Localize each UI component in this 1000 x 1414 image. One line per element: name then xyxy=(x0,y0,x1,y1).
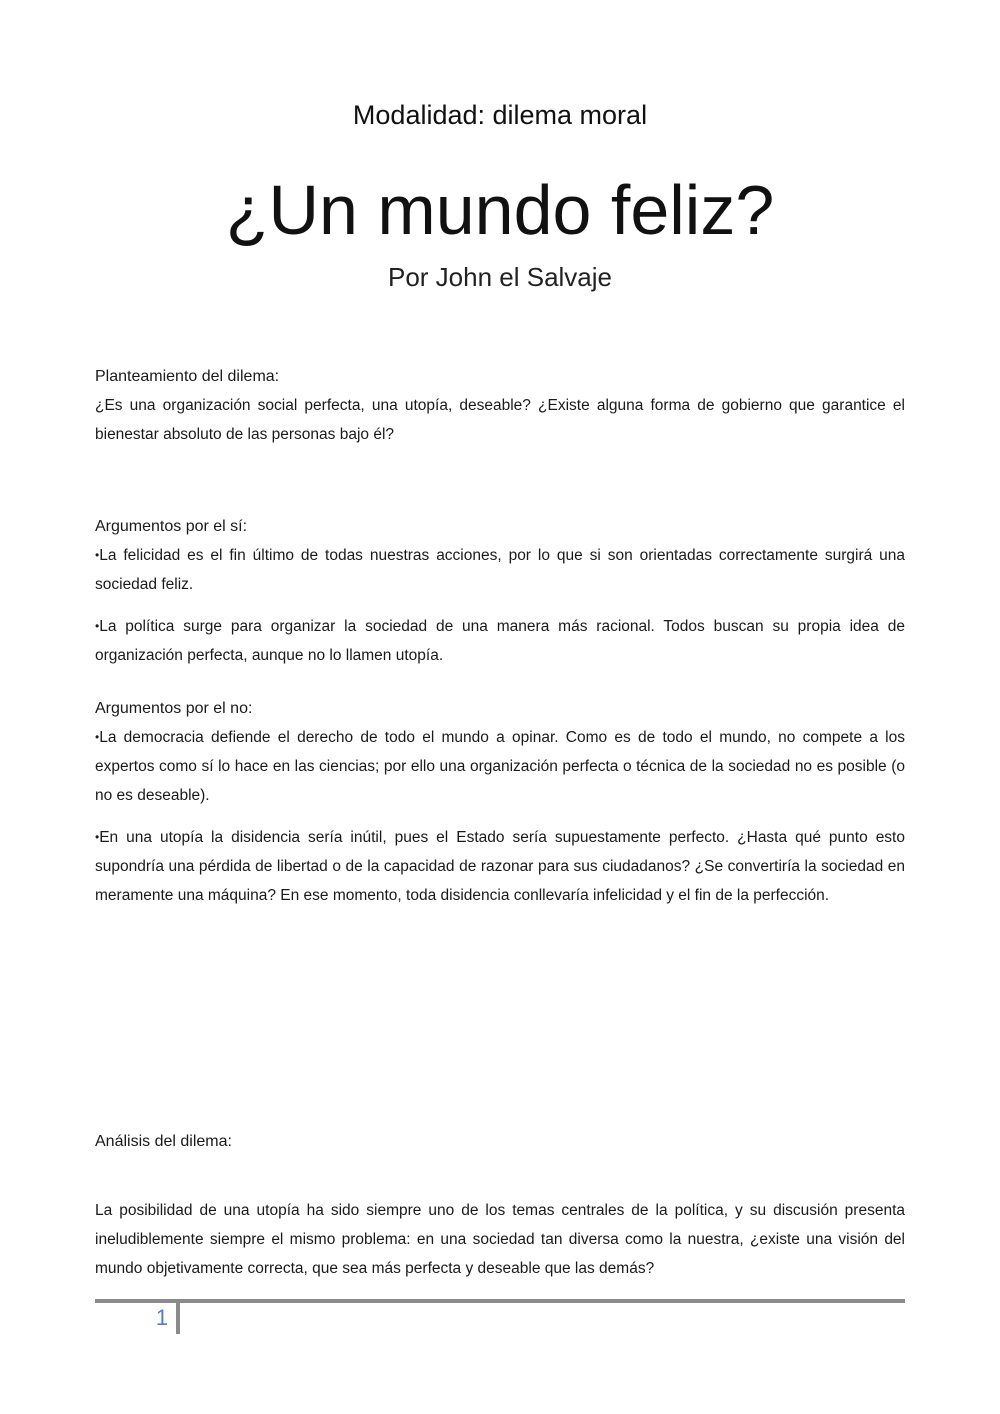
document-author: Por John el Salvaje xyxy=(387,262,613,292)
analisis-heading: Análisis del dilema: xyxy=(95,1133,232,1150)
modality-label: Modalidad: dilema moral xyxy=(352,100,648,130)
page-number: 1 xyxy=(155,1305,169,1330)
bullet-icon: • xyxy=(95,619,100,633)
argumento-si-item xyxy=(95,541,905,599)
argumento-si-text: La política surge para organizar la sociedad de una manera más racional. Todos buscan su propia idea de organización perfecta, aunque no lo llamen utopía. xyxy=(95,618,905,664)
argumento-no-text: En una utopía la disidencia sería inútil, pues el Estado sería supuestamente perfecto. ¿Hasta qué punto esto supondría una pérdida de libertad o de la capacidad de razonar para sus ciudadanos? ¿Se convertiría la sociedad en meramente una máquina? En ese momento, toda disidencia conllevaría infelicidad y el fin de la perfección. xyxy=(95,829,905,904)
bullet-icon: • xyxy=(95,730,100,744)
argumentos-si-section xyxy=(95,512,905,683)
bullet-icon: • xyxy=(95,830,100,844)
argumentos-no-section xyxy=(95,694,905,923)
argumento-si-text: La felicidad es el fin último de todas nuestras acciones, por lo que si son orientadas correctamente surgirá una sociedad feliz. xyxy=(95,547,905,593)
planteamiento-section xyxy=(95,362,905,449)
analisis-heading-block xyxy=(95,1127,905,1156)
argumentos-no-heading: Argumentos por el no: xyxy=(95,700,253,717)
argumentos-si-heading: Argumentos por el sí: xyxy=(95,518,248,535)
planteamiento-text: ¿Es una organización social perfecta, una utopía, deseable? ¿Existe alguna forma de gobierno que garantice el bienestar absoluto de las personas bajo él? xyxy=(95,397,905,443)
argumento-no-item xyxy=(95,723,905,810)
footer-rule xyxy=(95,1299,905,1303)
bullet-icon: • xyxy=(95,548,100,562)
argumento-si-item xyxy=(95,612,905,670)
document-title: ¿Un mundo feliz? xyxy=(225,171,775,249)
argumento-no-text: La democracia defiende el derecho de todo el mundo a opinar. Como es de todo el mundo, no compete a los expertos como sí lo hace en las ciencias; por ello una organización perfecta o técnica de la sociedad no es posible (o no es deseable). xyxy=(95,729,905,804)
planteamiento-heading: Planteamiento del dilema: xyxy=(95,368,280,385)
analisis-text: La posibilidad de una utopía ha sido siempre uno de los temas centrales de la política, y su discusión presenta ineludiblemente siempre el mismo problema: en una sociedad tan diversa como la nuestra, ¿existe una visión del mundo objetivamente correcta, que sea más perfecta y deseable que las demás? xyxy=(95,1202,905,1277)
page-number-divider xyxy=(176,1303,180,1334)
analisis-section xyxy=(95,1196,905,1283)
argumento-no-item xyxy=(95,823,905,910)
